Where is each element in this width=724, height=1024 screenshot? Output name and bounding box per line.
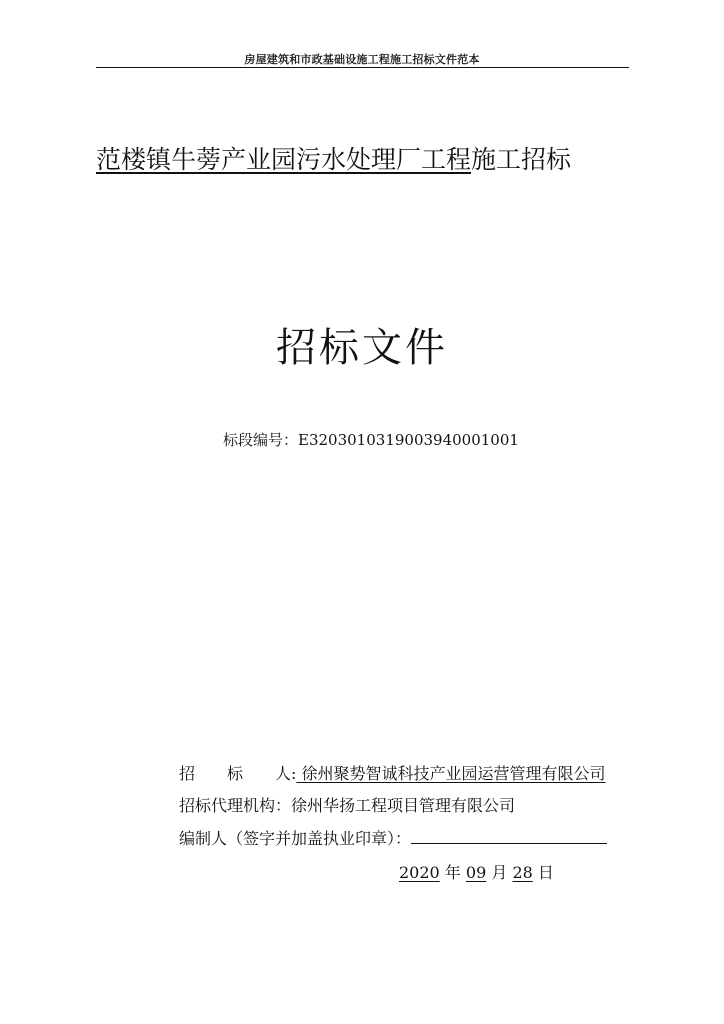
issue-date: [399, 860, 554, 883]
compiler-line: [179, 826, 607, 849]
date-month: 09: [465, 863, 487, 882]
agency-value: 徐州华扬工程项目管理有限公司: [291, 796, 516, 815]
section-number-value: E3203010319003940001001: [298, 431, 519, 449]
agency-label: 招标代理机构：: [179, 796, 292, 815]
date-day: 28: [512, 863, 533, 882]
date-year: 2020: [399, 863, 440, 882]
agency-line: [179, 793, 515, 816]
document-title: 招标文件: [276, 325, 448, 371]
running-header: 房屋建筑和市政基础设施工程施工招标文件范本: [244, 53, 480, 66]
signature-blank: [411, 829, 607, 844]
date-month-unit: 月: [486, 863, 513, 882]
tenderer-value: 徐州聚势智诚科技产业园运营管理有限公司: [296, 764, 606, 783]
date-year-unit: 年: [439, 863, 466, 882]
header-rule: [96, 67, 629, 68]
project-title: [96, 140, 571, 176]
compiler-label: 编制人（签字并加盖执业印章）：: [179, 829, 412, 848]
tenderer-label: 招 标 人:: [179, 764, 297, 783]
section-number-label: 标段编号：: [223, 431, 299, 449]
project-title-suffix: 施工招标: [471, 145, 572, 174]
tenderer-line: [179, 761, 606, 784]
date-day-unit: 日: [532, 863, 554, 882]
project-name: 范楼镇牛蒡产业园污水处理厂工程: [96, 145, 472, 174]
section-number: [223, 429, 519, 450]
